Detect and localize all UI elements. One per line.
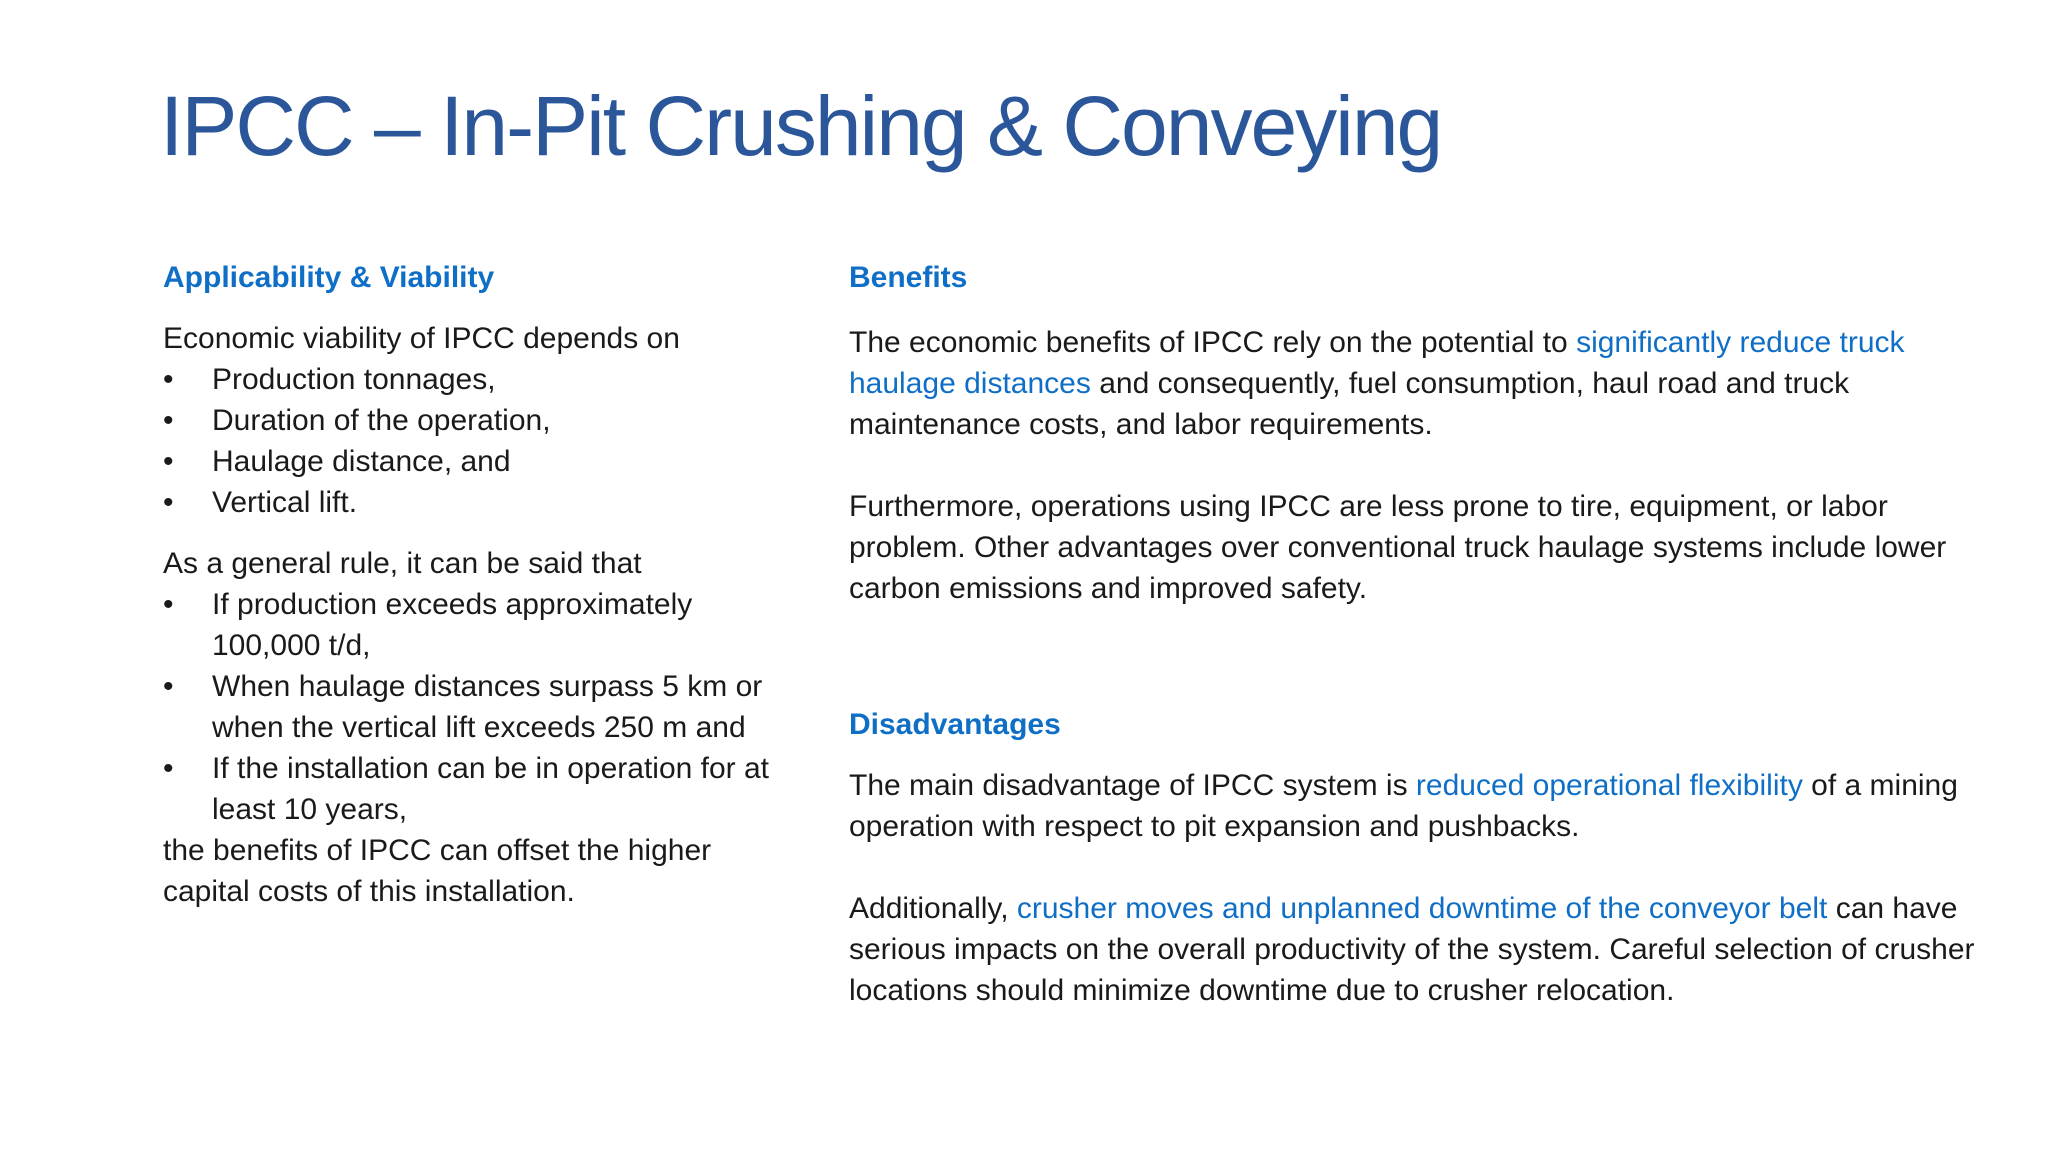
spacer bbox=[849, 445, 2009, 486]
benefits-disadvantages-column bbox=[849, 258, 2009, 1011]
bullet-icon: • bbox=[163, 363, 174, 396]
spacer bbox=[163, 523, 803, 543]
rule-intro: As a general rule, it can be said that bbox=[163, 547, 642, 580]
list-item bbox=[163, 441, 803, 482]
list-item bbox=[163, 584, 803, 666]
list-item bbox=[163, 666, 803, 748]
bullet-icon: • bbox=[163, 445, 174, 478]
spacer bbox=[849, 298, 2009, 322]
applicability-column bbox=[163, 258, 803, 912]
benefits-text: The economic benefits of IPCC rely on the potential to bbox=[849, 326, 1577, 359]
factor-text: Production tonnages, bbox=[212, 363, 496, 396]
bullet-icon: • bbox=[163, 486, 174, 519]
conclusion-text: the benefits of IPCC can offset the higher capital costs of this installation. bbox=[163, 834, 712, 908]
benefits-paragraph-2: Furthermore, operations using IPCC are less prone to tire, equipment, or labor problem. Other advantages over conventional truck haulage systems include lower carbon emissions and improved safety. bbox=[849, 490, 1947, 605]
applicability-heading: Applicability & Viability bbox=[163, 261, 495, 294]
factor-text: Haulage distance, and bbox=[212, 445, 511, 478]
bullet-icon: • bbox=[163, 670, 174, 703]
disadvantages-heading: Disadvantages bbox=[849, 708, 1061, 741]
slide-title: IPCC – In-Pit Crushing & Conveying bbox=[160, 79, 1442, 173]
disadvantages-text: can have serious impacts on the overall productivity of the system. Careful selection of crusher locations should minimize downtime due to crusher relocation. bbox=[849, 892, 1975, 1007]
condition-text: If production exceeds approximately 100,000 t/d, bbox=[212, 588, 693, 662]
spacer bbox=[849, 609, 2009, 705]
disadvantages-text: The main disadvantage of IPCC system is bbox=[849, 769, 1416, 802]
condition-list bbox=[163, 584, 803, 830]
benefits-paragraph-1 bbox=[849, 322, 2009, 445]
bullet-icon: • bbox=[163, 588, 174, 621]
list-item bbox=[163, 359, 803, 400]
bullet-icon: • bbox=[163, 752, 174, 785]
spacer bbox=[849, 847, 2009, 888]
factor-text: Duration of the operation, bbox=[212, 404, 551, 437]
disadvantages-text: of a mining operation with respect to pit expansion and pushbacks. bbox=[849, 769, 1958, 843]
viability-intro: Economic viability of IPCC depends on bbox=[163, 322, 680, 355]
list-item bbox=[163, 482, 803, 523]
bullet-icon: • bbox=[163, 404, 174, 437]
benefits-highlight: significantly reduce truck haulage distances bbox=[849, 326, 1905, 400]
disadvantages-paragraph-1 bbox=[849, 765, 2009, 847]
viability-factor-list bbox=[163, 359, 803, 523]
condition-text: If the installation can be in operation for at least 10 years, bbox=[212, 752, 770, 826]
disadvantages-highlight: crusher moves and unplanned downtime of the conveyor belt bbox=[1016, 892, 1828, 925]
benefits-text: and consequently, fuel consumption, haul road and truck maintenance costs, and labor requirements. bbox=[849, 367, 1850, 441]
disadvantages-text: Additionally, bbox=[849, 892, 1017, 925]
disadvantages-paragraph-2 bbox=[849, 888, 2009, 1011]
condition-text: When haulage distances surpass 5 km or when the vertical lift exceeds 250 m and bbox=[212, 670, 763, 744]
list-item bbox=[163, 748, 803, 830]
factor-text: Vertical lift. bbox=[212, 486, 358, 519]
disadvantages-highlight: reduced operational flexibility bbox=[1415, 769, 1803, 802]
spacer bbox=[163, 298, 803, 318]
list-item bbox=[163, 400, 803, 441]
benefits-heading: Benefits bbox=[849, 261, 968, 294]
spacer bbox=[849, 745, 2009, 765]
